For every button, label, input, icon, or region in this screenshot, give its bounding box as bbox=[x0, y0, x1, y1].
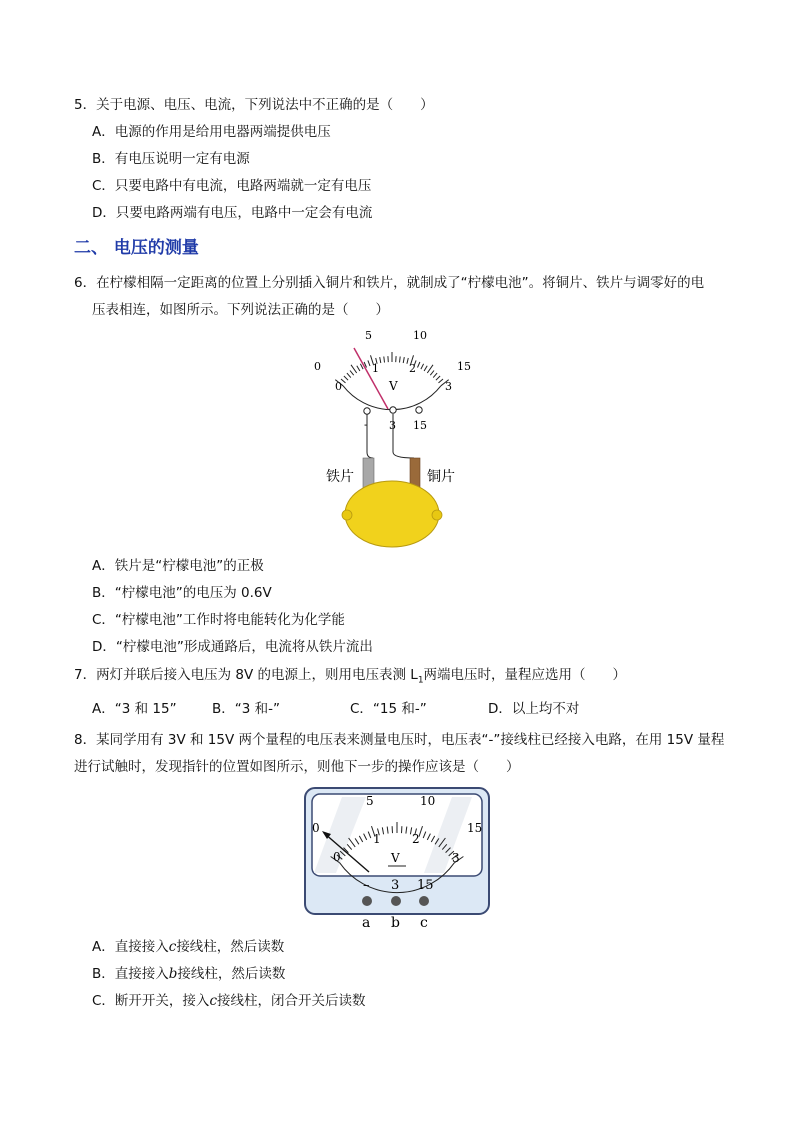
q8-terminal-b[interactable] bbox=[391, 896, 401, 906]
q6-terminal-label-3: 3 bbox=[389, 419, 396, 432]
q8-voltmeter-figure bbox=[302, 785, 492, 931]
q6-lemon-tip-left bbox=[342, 510, 352, 520]
q6-lemon-battery-figure bbox=[312, 324, 472, 549]
q6-stem-line2: 压表相连，如图所示。下列说法正确的是（ ） bbox=[92, 302, 389, 318]
scale-tick bbox=[347, 373, 351, 378]
q8-terminal-label-15: 15 bbox=[417, 878, 434, 893]
q8-terminal-label-3: 3 bbox=[391, 878, 400, 893]
q8-bottom-label-0: 0 bbox=[333, 850, 341, 864]
q8-bottom-label-3: 3 bbox=[452, 851, 460, 865]
q6-bottom-label-2: 2 bbox=[409, 362, 416, 375]
q8-top-label-5: 5 bbox=[366, 794, 374, 808]
section-title: 二、 电压的测量 bbox=[74, 238, 199, 258]
q8-terminal-letter-b: b bbox=[391, 915, 400, 931]
q6-bottom-label-1: 1 bbox=[372, 362, 379, 375]
scale-tick bbox=[424, 366, 427, 371]
q8-terminal-label-minus: – bbox=[363, 878, 370, 893]
q5-option-d[interactable]: D．只要电路两端有电压，电路中一定会有电流 bbox=[92, 205, 373, 221]
q8-terminal-c[interactable] bbox=[419, 896, 429, 906]
q6-top-label-5: 5 bbox=[365, 329, 372, 342]
q7-stem-part1: 7．两灯并联后接入电压为 8V 的电源上，则用电压表测 L bbox=[74, 667, 418, 683]
scale-tick bbox=[351, 365, 357, 373]
q5-option-a[interactable]: A．电源的作用是给用电器两端提供电压 bbox=[92, 124, 331, 140]
q6-option-a[interactable]: A．铁片是“柠檬电池”的正极 bbox=[92, 558, 264, 574]
q8-bottom-label-2: 2 bbox=[412, 832, 420, 846]
scale-tick bbox=[421, 364, 424, 369]
q6-bottom-label-0: 0 bbox=[335, 380, 342, 393]
q8-stem-line1: 8．某同学用有 3V 和 15V 两个量程的电压表来测量电压时，电压表“-”接线柱已经接入电路，在用 15V 量程 bbox=[74, 732, 725, 748]
q6-lemon bbox=[345, 481, 439, 547]
q6-bottom-label-3: 3 bbox=[445, 380, 452, 393]
scale-tick bbox=[418, 362, 420, 368]
q6-top-label-15: 15 bbox=[457, 360, 471, 373]
scale-tick bbox=[350, 371, 354, 376]
q6-iron-label: 铁片 bbox=[326, 469, 354, 485]
q7-options bbox=[92, 697, 712, 715]
q6-stem-line1: 6．在柠檬相隔一定距离的位置上分别插入铜片和铁片，就制成了“柠檬电池”。将铜片、铁片与调零好的电 bbox=[74, 275, 705, 291]
q8-terminal-a[interactable] bbox=[362, 896, 372, 906]
scale-tick bbox=[344, 376, 348, 380]
scale-tick bbox=[427, 365, 433, 373]
q6-copper-label: 铜片 bbox=[427, 469, 455, 485]
q6-unit-label: V bbox=[389, 379, 398, 393]
q8-top-label-15: 15 bbox=[467, 821, 483, 835]
scale-tick bbox=[384, 357, 385, 363]
q8-terminal-letter-a: a bbox=[362, 915, 371, 931]
q8-option-c-post: 接线柱，闭合开关后读数 bbox=[217, 993, 366, 1009]
q7-option-d[interactable]: D．以上均不对 bbox=[488, 701, 580, 717]
scale-tick bbox=[433, 373, 437, 378]
q7-stem-subscript: 1 bbox=[417, 675, 424, 686]
q6-option-d[interactable]: D．“柠檬电池”形成通路后，电流将从铁片流出 bbox=[92, 639, 373, 655]
scale-tick bbox=[400, 357, 401, 363]
q7-option-b[interactable]: B．“3 和-” bbox=[212, 701, 281, 717]
q6-wire-iron bbox=[367, 414, 373, 458]
q6-terminal-3 bbox=[390, 407, 396, 413]
q8-option-c[interactable] bbox=[92, 992, 366, 1010]
q5-option-b[interactable]: B．有电压说明一定有电源 bbox=[92, 151, 250, 167]
q8-option-a-post: 接线柱，然后读数 bbox=[176, 939, 285, 955]
q6-terminal-label-15: 15 bbox=[413, 419, 427, 432]
scale-tick bbox=[403, 357, 404, 363]
q6-top-label-0: 0 bbox=[314, 360, 321, 373]
q6-terminal-minus bbox=[364, 408, 370, 414]
q7-stem bbox=[74, 666, 626, 690]
q8-top-label-10: 10 bbox=[420, 794, 436, 808]
scale-tick bbox=[357, 366, 360, 371]
scale-tick bbox=[436, 376, 440, 380]
q8-option-c-pre: C．断开开关，接入 bbox=[92, 993, 210, 1009]
q8-top-label-0: 0 bbox=[312, 821, 320, 835]
q8-option-a-pre: A．直接接入 bbox=[92, 939, 169, 955]
q5-option-c[interactable]: C．只要电路中有电流，电路两端就一定有电压 bbox=[92, 178, 372, 194]
scale-tick bbox=[368, 360, 370, 366]
q8-stem-line2: 进行试触时，发现指针的位置如图所示，则他下一步的操作应该是（ ） bbox=[74, 759, 520, 775]
q6-terminal-15 bbox=[416, 407, 422, 413]
q8-option-b[interactable] bbox=[92, 965, 285, 983]
q7-option-c[interactable]: C．“15 和-” bbox=[350, 701, 427, 717]
q6-option-c[interactable]: C．“柠檬电池”工作时将电能转化为化学能 bbox=[92, 612, 345, 628]
q6-top-label-10: 10 bbox=[413, 329, 427, 342]
q5-stem: 5．关于电源、电压、电流，下列说法中不正确的是（ ） bbox=[74, 97, 434, 113]
q8-terminal-letter-c: c bbox=[420, 915, 428, 931]
scale-tick bbox=[430, 371, 434, 376]
q6-terminal-label-minus: - bbox=[364, 418, 368, 431]
q7-option-a[interactable]: A．“3 和 15” bbox=[92, 701, 177, 717]
scale-tick bbox=[380, 357, 381, 363]
q8-option-b-pre: B．直接接入 bbox=[92, 966, 169, 982]
q8-unit-label: V bbox=[391, 851, 400, 865]
q6-lemon-tip-right bbox=[432, 510, 442, 520]
q8-option-b-post: 接线柱，然后读数 bbox=[177, 966, 286, 982]
q8-option-a[interactable] bbox=[92, 938, 284, 956]
q8-bottom-label-1: 1 bbox=[373, 832, 381, 846]
q8-option-b-var: b bbox=[168, 966, 178, 982]
q7-stem-part2: 两端电压时，量程应选用（ ） bbox=[423, 667, 627, 683]
q6-wire-copper bbox=[393, 414, 414, 458]
scale-tick bbox=[439, 379, 444, 383]
q8-option-c-var: c bbox=[209, 993, 217, 1009]
q8-option-a-var: c bbox=[168, 939, 177, 955]
q6-option-b[interactable]: B．“柠檬电池”的电压为 0.6V bbox=[92, 585, 272, 601]
